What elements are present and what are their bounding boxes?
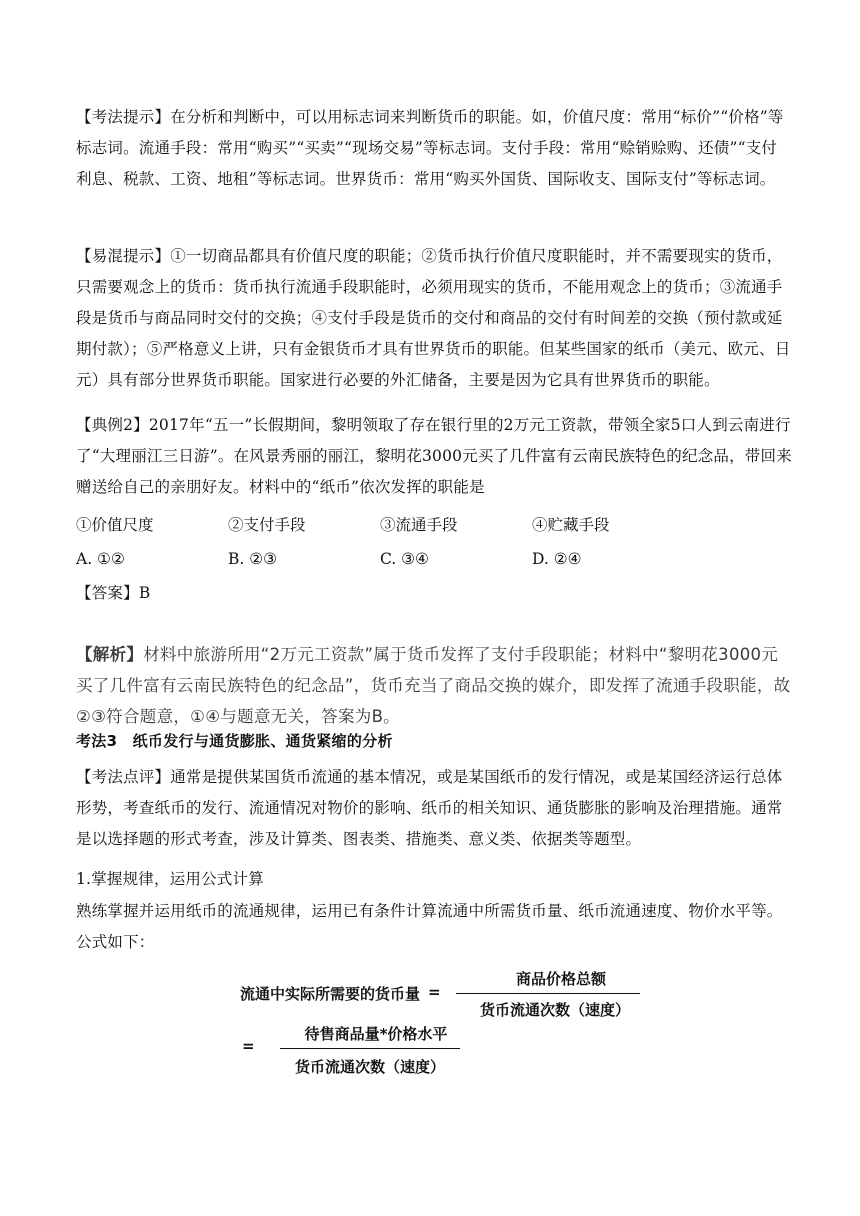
- option-item-2: ②支付手段: [228, 516, 306, 534]
- choice-c: C. ③④: [380, 550, 429, 568]
- option-item-4: ④贮藏手段: [532, 516, 610, 534]
- option-items-row: [76, 510, 792, 541]
- formula-fraction-bar-2: [280, 1048, 460, 1049]
- formula-equals-1: =: [428, 983, 441, 1001]
- dianli-question: [76, 410, 792, 503]
- formula-intro-paragraph: 熟练掌握并运用纸币的流通规律，运用已有条件计算流通中所需货币量、纸币流通速度、物价水平等。公式如下：: [76, 902, 783, 951]
- choice-b: B. ②③: [228, 550, 278, 568]
- choice-a: A. ①②: [76, 550, 125, 568]
- kaofa-tishi-text: 在分析和判断中，可以用标志词来判断货币的职能。如，价值尺度：常用“标价”“价格”等标志词。流通手段：常用“购买”“买卖”“现场交易”等标志词。支付手段：常用“赊销赊购、还债”“支付利息、税款、工资、地租”等标志词。世界货币：常用“购买外国货、国际收支、国际支付”等标志词。: [76, 108, 784, 188]
- kaofa-tishi-paragraph: [76, 102, 792, 195]
- formula-fraction-bar-1: [456, 993, 640, 994]
- kaofa-dianping-paragraph: [76, 762, 792, 855]
- jiexi-text: 材料中旅游所用“2万元工资款”属于货币发挥了支付手段职能；材料中“黎明花3000元买了几件富有云南民族特色的纪念品”，货币充当了商品交换的媒介，即发挥了流通手段职能，故②③符合题意，①④与题意无关，答案为B。: [76, 644, 791, 726]
- dianli-text: 2017年“五一”长假期间，黎明领取了存在银行里的2万元工资款，带领全家5口人到云南进行了“大理丽江三日游”。在风景秀丽的丽江，黎明花3000元买了几件富有云南民族特色的纪念品，带回来赠送给自己的亲朋好友。材料中的“纸币”依次发挥的职能是: [76, 416, 792, 496]
- formula-denominator-1: 货币流通次数（速度）: [479, 1001, 630, 1019]
- formula-denominator-2: 货币流通次数（速度）: [294, 1058, 445, 1076]
- answer-tag: 【答案】: [76, 584, 139, 602]
- section-3-title: 考法3 纸币发行与通货膨胀、通货紧缩的分析: [76, 732, 393, 750]
- answer-line: [76, 578, 792, 609]
- option-item-1: ①价值尺度: [76, 516, 154, 534]
- kaofa-dianping-text: 通常是提供某国货币流通的基本情况，或是某国纸币的发行情况，或是某国经济运行总体形势，考查纸币的发行、流通情况对物价的影响、纸币的相关知识、通货膨胀的影响及治理措施。通常是以选择题的形式考查，涉及计算类、图表类、措施类、意义类、依据类等题型。: [76, 768, 783, 848]
- kaofa-tishi-tag: 【考法提示】: [76, 108, 171, 126]
- money-circulation-formula: [220, 968, 660, 1088]
- yihun-tishi-tag: 【易混提示】: [76, 247, 171, 265]
- formula-equals-2: =: [242, 1037, 255, 1055]
- choice-d: D. ②④: [532, 550, 582, 568]
- formula-lhs: 流通中实际所需要的货币量: [240, 985, 421, 1003]
- kaofa-dianping-tag: 【考法点评】: [76, 768, 171, 786]
- jiexi-paragraph: [76, 639, 792, 732]
- dianli-tag: 【典例2】: [76, 416, 149, 434]
- option-item-3: ③流通手段: [380, 516, 458, 534]
- jiexi-tag: 【解析】: [76, 644, 144, 664]
- subsection-1-title: 1.掌握规律，运用公式计算: [76, 870, 264, 888]
- answer-choices-row: [76, 544, 792, 575]
- yihun-tishi-text: ①一切商品都具有价值尺度的职能；②货币执行价值尺度职能时，并不需要现实的货币，只需要观念上的货币：货币执行流通手段职能时，必须用现实的货币，不能用观念上的货币；③流通手段是货币与商品同时交付的交换；④支付手段是货币的交付和商品的交付有时间差的交换（预付款或延期付款）；⑤严格意义上讲，只有金银货币才具有世界货币的职能。但某些国家的纸币（美元、欧元、日元）具有部分世界货币职能。国家进行必要的外汇储备，主要是因为它具有世界货币的职能。: [76, 247, 791, 389]
- yihun-tishi-paragraph: [76, 241, 792, 396]
- formula-numerator-1: 商品价格总额: [515, 970, 606, 988]
- answer-value: B: [138, 584, 151, 602]
- formula-numerator-2: 待售商品量*价格水平: [304, 1025, 448, 1043]
